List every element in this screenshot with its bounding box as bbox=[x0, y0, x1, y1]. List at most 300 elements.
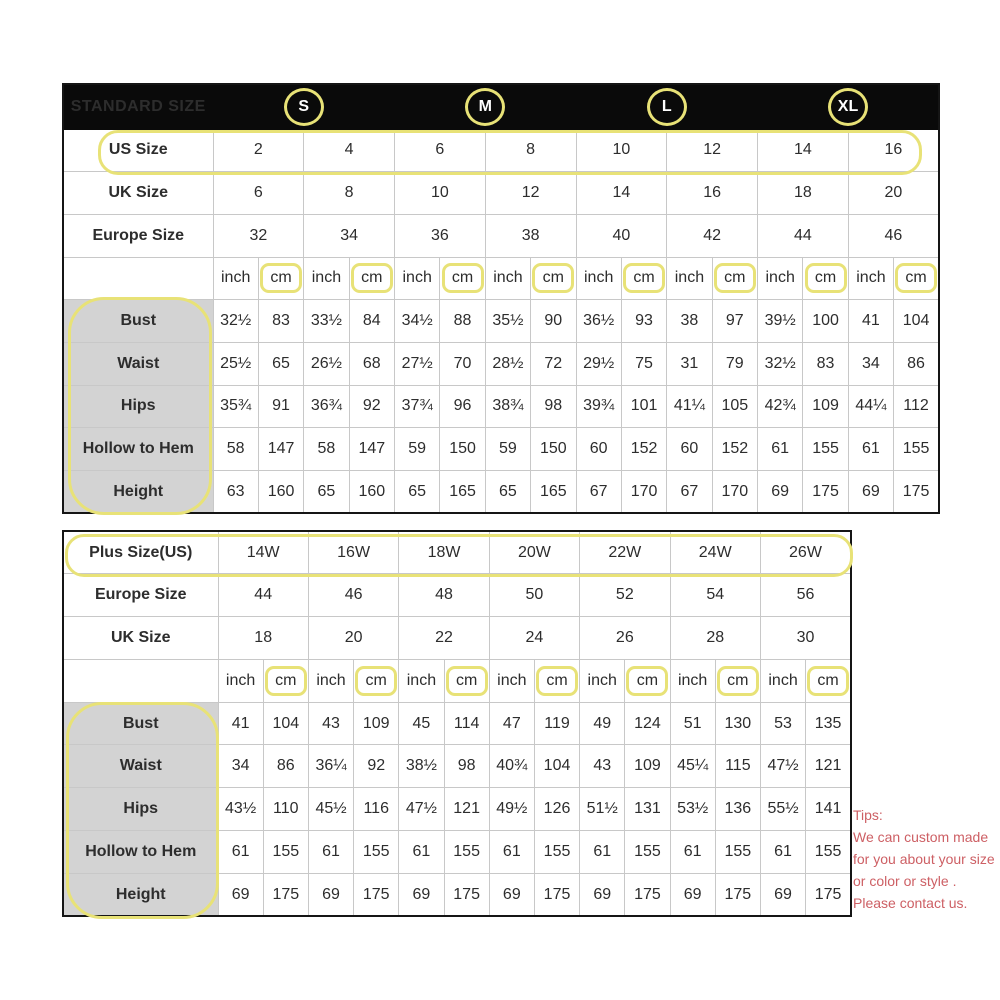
unit-cell bbox=[715, 659, 760, 702]
size-value-cell: 54 bbox=[670, 574, 760, 617]
standard-size-table-mount bbox=[62, 83, 940, 514]
size-value-cell: 12 bbox=[485, 172, 576, 215]
table-header-row bbox=[63, 84, 939, 129]
measure-value-cell: 104 bbox=[894, 300, 939, 343]
measure-value-cell: 175 bbox=[894, 471, 939, 514]
cm-unit-label: cm bbox=[532, 263, 574, 293]
measure-value-cell: 61 bbox=[218, 831, 263, 874]
measure-value-cell: 175 bbox=[806, 873, 851, 916]
measure-value-cell: 39¾ bbox=[576, 385, 621, 428]
unit-cell bbox=[576, 257, 621, 300]
size-value-cell: 16W bbox=[308, 531, 398, 574]
size-value-cell: 48 bbox=[399, 574, 489, 617]
measure-value-cell: 36¾ bbox=[304, 385, 349, 428]
plus-size-table-wrap bbox=[62, 530, 852, 917]
measure-value-cell: 43½ bbox=[218, 788, 263, 831]
inch-unit-label: inch bbox=[221, 269, 251, 287]
unit-cell bbox=[758, 257, 803, 300]
inch-unit-label: inch bbox=[497, 671, 527, 689]
size-value-cell: 36 bbox=[395, 214, 486, 257]
measure-value-cell: 38½ bbox=[399, 745, 444, 788]
measure-value-cell: 83 bbox=[803, 342, 848, 385]
tips-title: Tips: bbox=[853, 807, 883, 823]
unit-cell bbox=[894, 257, 939, 300]
measure-value-cell: 47½ bbox=[760, 745, 805, 788]
measure-value-cell: 155 bbox=[444, 831, 489, 874]
measure-value-cell: 136 bbox=[715, 788, 760, 831]
measure-value-cell: 93 bbox=[621, 300, 666, 343]
measure-value-cell: 72 bbox=[531, 342, 576, 385]
measure-value-cell: 37¾ bbox=[395, 385, 440, 428]
measure-value-cell: 155 bbox=[625, 831, 670, 874]
measure-value-cell: 32½ bbox=[758, 342, 803, 385]
size-value-cell: 26 bbox=[580, 617, 670, 660]
measure-value-cell: 155 bbox=[894, 428, 939, 471]
unit-cell bbox=[308, 659, 353, 702]
inch-unit-label: inch bbox=[584, 269, 614, 287]
size-value-cell: 18 bbox=[218, 617, 308, 660]
size-group-m-circle: M bbox=[465, 88, 505, 126]
measure-value-cell: 34 bbox=[218, 745, 263, 788]
measure-value-cell: 51 bbox=[670, 702, 715, 745]
unit-cell bbox=[621, 257, 666, 300]
unit-cell bbox=[395, 257, 440, 300]
measure-row bbox=[63, 831, 851, 874]
cm-unit-label: cm bbox=[260, 263, 302, 293]
measure-value-cell: 155 bbox=[534, 831, 579, 874]
measure-value-cell: 109 bbox=[354, 702, 399, 745]
measure-label: Hips bbox=[63, 788, 218, 831]
size-value-cell: 14 bbox=[576, 172, 667, 215]
measure-value-cell: 60 bbox=[667, 428, 712, 471]
measure-row bbox=[63, 702, 851, 745]
measure-value-cell: 61 bbox=[670, 831, 715, 874]
tips-line: for you about your size bbox=[853, 851, 995, 867]
standard-size-table bbox=[62, 83, 940, 514]
measure-value-cell: 170 bbox=[621, 471, 666, 514]
measure-value-cell: 131 bbox=[625, 788, 670, 831]
measure-value-cell: 41¼ bbox=[667, 385, 712, 428]
measure-value-cell: 124 bbox=[625, 702, 670, 745]
size-value-cell: 8 bbox=[485, 129, 576, 172]
measure-value-cell: 36¼ bbox=[308, 745, 353, 788]
measure-value-cell: 68 bbox=[349, 342, 394, 385]
measure-value-cell: 53½ bbox=[670, 788, 715, 831]
measure-value-cell: 69 bbox=[848, 471, 893, 514]
row-label: UK Size bbox=[63, 172, 213, 215]
measure-row bbox=[63, 873, 851, 916]
measure-value-cell: 109 bbox=[625, 745, 670, 788]
tips-line: We can custom made bbox=[853, 829, 989, 845]
unit-cell bbox=[806, 659, 851, 702]
unit-cell bbox=[848, 257, 893, 300]
inch-unit-label: inch bbox=[856, 269, 886, 287]
measure-value-cell: 69 bbox=[308, 873, 353, 916]
measure-value-cell: 51½ bbox=[580, 788, 625, 831]
inch-unit-label: inch bbox=[311, 269, 342, 287]
measure-value-cell: 26½ bbox=[304, 342, 349, 385]
size-value-cell: 46 bbox=[848, 214, 939, 257]
size-value-cell: 10 bbox=[395, 172, 486, 215]
measure-value-cell: 43 bbox=[308, 702, 353, 745]
cm-unit-label: cm bbox=[351, 263, 393, 293]
size-value-cell: 6 bbox=[213, 172, 304, 215]
measure-value-cell: 38¾ bbox=[485, 385, 530, 428]
unit-cell bbox=[489, 659, 534, 702]
measure-value-cell: 83 bbox=[258, 300, 303, 343]
measure-value-cell: 69 bbox=[489, 873, 534, 916]
cm-unit-label: cm bbox=[442, 263, 484, 293]
cm-unit-label: cm bbox=[895, 263, 937, 293]
measure-value-cell: 86 bbox=[894, 342, 939, 385]
unit-cell bbox=[349, 257, 394, 300]
measure-value-cell: 67 bbox=[667, 471, 712, 514]
size-value-cell: 32 bbox=[213, 214, 304, 257]
measure-value-cell: 53 bbox=[760, 702, 805, 745]
measure-value-cell: 135 bbox=[806, 702, 851, 745]
size-value-cell: 18W bbox=[399, 531, 489, 574]
measure-value-cell: 47½ bbox=[399, 788, 444, 831]
unit-cell bbox=[263, 659, 308, 702]
measure-value-cell: 170 bbox=[712, 471, 757, 514]
size-value-cell: 22W bbox=[580, 531, 670, 574]
measure-value-cell: 98 bbox=[531, 385, 576, 428]
measure-value-cell: 69 bbox=[760, 873, 805, 916]
measure-value-cell: 155 bbox=[803, 428, 848, 471]
size-value-cell: 28 bbox=[670, 617, 760, 660]
measure-value-cell: 55½ bbox=[760, 788, 805, 831]
row-label: US Size bbox=[63, 129, 213, 172]
measure-row bbox=[63, 300, 939, 343]
measure-value-cell: 155 bbox=[806, 831, 851, 874]
measure-value-cell: 61 bbox=[848, 428, 893, 471]
cm-unit-label: cm bbox=[714, 263, 756, 293]
measure-value-cell: 160 bbox=[349, 471, 394, 514]
measure-row bbox=[63, 342, 939, 385]
measure-value-cell: 175 bbox=[354, 873, 399, 916]
size-value-cell: 16 bbox=[848, 129, 939, 172]
measure-value-cell: 160 bbox=[258, 471, 303, 514]
measure-value-cell: 110 bbox=[263, 788, 308, 831]
size-value-cell: 40 bbox=[576, 214, 667, 257]
cm-unit-label: cm bbox=[265, 666, 307, 696]
row-label: UK Size bbox=[63, 617, 218, 660]
measure-value-cell: 165 bbox=[531, 471, 576, 514]
measure-row bbox=[63, 788, 851, 831]
measure-value-cell: 65 bbox=[485, 471, 530, 514]
measure-value-cell: 92 bbox=[349, 385, 394, 428]
measure-value-cell: 49 bbox=[580, 702, 625, 745]
measure-value-cell: 61 bbox=[760, 831, 805, 874]
size-value-cell: 38 bbox=[485, 214, 576, 257]
measure-label: Waist bbox=[63, 745, 218, 788]
size-group-cell bbox=[395, 84, 577, 129]
unit-cell bbox=[760, 659, 805, 702]
measure-row bbox=[63, 428, 939, 471]
standard-size-table-wrap bbox=[62, 83, 940, 514]
measure-value-cell: 61 bbox=[580, 831, 625, 874]
inch-unit-label: inch bbox=[225, 671, 256, 689]
unit-cell bbox=[803, 257, 848, 300]
measure-value-cell: 69 bbox=[670, 873, 715, 916]
size-row bbox=[63, 531, 851, 574]
size-row bbox=[63, 574, 851, 617]
unit-cell bbox=[258, 257, 303, 300]
measure-value-cell: 119 bbox=[534, 702, 579, 745]
measure-value-cell: 38 bbox=[667, 300, 712, 343]
measure-value-cell: 90 bbox=[531, 300, 576, 343]
size-group-l-circle: L bbox=[647, 88, 687, 126]
measure-value-cell: 69 bbox=[580, 873, 625, 916]
cm-unit-label: cm bbox=[446, 666, 488, 696]
measure-value-cell: 155 bbox=[715, 831, 760, 874]
measure-value-cell: 109 bbox=[803, 385, 848, 428]
units-row bbox=[63, 659, 851, 702]
measure-label: Bust bbox=[63, 300, 213, 343]
measure-value-cell: 41 bbox=[218, 702, 263, 745]
measure-value-cell: 84 bbox=[349, 300, 394, 343]
measure-value-cell: 41 bbox=[848, 300, 893, 343]
inch-unit-label: inch bbox=[677, 671, 708, 689]
measure-value-cell: 29½ bbox=[576, 342, 621, 385]
unit-cell bbox=[534, 659, 579, 702]
size-value-cell: 44 bbox=[218, 574, 308, 617]
measure-value-cell: 152 bbox=[621, 428, 666, 471]
measure-value-cell: 32½ bbox=[213, 300, 258, 343]
measure-value-cell: 61 bbox=[399, 831, 444, 874]
unit-cell bbox=[304, 257, 349, 300]
measure-label: Waist bbox=[63, 342, 213, 385]
tips-note bbox=[853, 804, 1000, 914]
measure-value-cell: 175 bbox=[715, 873, 760, 916]
measure-value-cell: 61 bbox=[308, 831, 353, 874]
measure-value-cell: 150 bbox=[531, 428, 576, 471]
size-group-cell bbox=[576, 84, 758, 129]
measure-value-cell: 98 bbox=[444, 745, 489, 788]
size-value-cell: 10 bbox=[576, 129, 667, 172]
measure-value-cell: 39½ bbox=[758, 300, 803, 343]
measure-value-cell: 34½ bbox=[395, 300, 440, 343]
measure-row bbox=[63, 385, 939, 428]
size-value-cell: 20 bbox=[848, 172, 939, 215]
size-value-cell: 20 bbox=[308, 617, 398, 660]
inch-unit-label: inch bbox=[674, 269, 705, 287]
measure-value-cell: 25½ bbox=[213, 342, 258, 385]
inch-unit-label: inch bbox=[316, 671, 346, 689]
measure-value-cell: 45½ bbox=[308, 788, 353, 831]
measure-value-cell: 34 bbox=[848, 342, 893, 385]
size-value-cell: 12 bbox=[667, 129, 758, 172]
size-value-cell: 6 bbox=[395, 129, 486, 172]
measure-value-cell: 45¼ bbox=[670, 745, 715, 788]
measure-value-cell: 141 bbox=[806, 788, 851, 831]
unit-cell bbox=[485, 257, 530, 300]
measure-value-cell: 69 bbox=[399, 873, 444, 916]
size-value-cell: 56 bbox=[760, 574, 851, 617]
measure-value-cell: 105 bbox=[712, 385, 757, 428]
measure-label: Hollow to Hem bbox=[63, 428, 213, 471]
measure-value-cell: 79 bbox=[712, 342, 757, 385]
unit-cell bbox=[580, 659, 625, 702]
row-label: Plus Size(US) bbox=[63, 531, 218, 574]
measure-value-cell: 45 bbox=[399, 702, 444, 745]
row-label: Europe Size bbox=[63, 214, 213, 257]
size-value-cell: 42 bbox=[667, 214, 758, 257]
measure-value-cell: 43 bbox=[580, 745, 625, 788]
size-value-cell: 2 bbox=[213, 129, 304, 172]
measure-value-cell: 65 bbox=[258, 342, 303, 385]
size-value-cell: 22 bbox=[399, 617, 489, 660]
inch-unit-label: inch bbox=[587, 671, 617, 689]
plus-size-table bbox=[62, 530, 852, 917]
size-value-cell: 30 bbox=[760, 617, 851, 660]
measure-value-cell: 63 bbox=[213, 471, 258, 514]
measure-value-cell: 155 bbox=[354, 831, 399, 874]
cm-unit-label: cm bbox=[626, 666, 668, 696]
measure-value-cell: 152 bbox=[712, 428, 757, 471]
measure-value-cell: 35½ bbox=[485, 300, 530, 343]
units-row-label bbox=[63, 257, 213, 300]
measure-value-cell: 155 bbox=[263, 831, 308, 874]
size-value-cell: 4 bbox=[304, 129, 395, 172]
size-value-cell: 16 bbox=[667, 172, 758, 215]
unit-cell bbox=[531, 257, 576, 300]
measure-value-cell: 58 bbox=[304, 428, 349, 471]
measure-value-cell: 44¼ bbox=[848, 385, 893, 428]
tips-line: or color or style . bbox=[853, 873, 957, 889]
size-value-cell: 20W bbox=[489, 531, 579, 574]
size-value-cell: 34 bbox=[304, 214, 395, 257]
measure-label: Height bbox=[63, 471, 213, 514]
size-group-cell bbox=[758, 84, 940, 129]
measure-value-cell: 130 bbox=[715, 702, 760, 745]
unit-cell bbox=[712, 257, 757, 300]
measure-value-cell: 36½ bbox=[576, 300, 621, 343]
size-value-cell: 14W bbox=[218, 531, 308, 574]
inch-unit-label: inch bbox=[402, 269, 432, 287]
measure-value-cell: 147 bbox=[258, 428, 303, 471]
unit-cell bbox=[399, 659, 444, 702]
measure-value-cell: 61 bbox=[758, 428, 803, 471]
size-value-cell: 46 bbox=[308, 574, 398, 617]
plus-size-table-mount bbox=[62, 530, 852, 917]
size-value-cell: 26W bbox=[760, 531, 851, 574]
measure-value-cell: 100 bbox=[803, 300, 848, 343]
row-label: Europe Size bbox=[63, 574, 218, 617]
unit-cell bbox=[625, 659, 670, 702]
table-title: STANDARD SIZE bbox=[63, 84, 213, 129]
measure-value-cell: 69 bbox=[758, 471, 803, 514]
measure-value-cell: 35¾ bbox=[213, 385, 258, 428]
size-row bbox=[63, 617, 851, 660]
measure-value-cell: 175 bbox=[625, 873, 670, 916]
unit-cell bbox=[444, 659, 489, 702]
measure-value-cell: 175 bbox=[263, 873, 308, 916]
measure-value-cell: 175 bbox=[534, 873, 579, 916]
measure-value-cell: 49½ bbox=[489, 788, 534, 831]
measure-value-cell: 116 bbox=[354, 788, 399, 831]
size-value-cell: 50 bbox=[489, 574, 579, 617]
measure-value-cell: 86 bbox=[263, 745, 308, 788]
measure-value-cell: 104 bbox=[263, 702, 308, 745]
size-row bbox=[63, 129, 939, 172]
measure-value-cell: 28½ bbox=[485, 342, 530, 385]
cm-unit-label: cm bbox=[717, 666, 759, 696]
unit-cell bbox=[667, 257, 712, 300]
measure-value-cell: 150 bbox=[440, 428, 485, 471]
size-value-cell: 14 bbox=[758, 129, 849, 172]
cm-unit-label: cm bbox=[805, 263, 847, 293]
size-row bbox=[63, 214, 939, 257]
size-value-cell: 8 bbox=[304, 172, 395, 215]
size-value-cell: 24W bbox=[670, 531, 760, 574]
measure-value-cell: 121 bbox=[806, 745, 851, 788]
inch-unit-label: inch bbox=[768, 671, 798, 689]
measure-value-cell: 91 bbox=[258, 385, 303, 428]
measure-value-cell: 101 bbox=[621, 385, 666, 428]
unit-cell bbox=[670, 659, 715, 702]
units-row-label bbox=[63, 659, 218, 702]
size-value-cell: 18 bbox=[758, 172, 849, 215]
inch-unit-label: inch bbox=[493, 269, 523, 287]
size-value-cell: 44 bbox=[758, 214, 849, 257]
unit-cell bbox=[354, 659, 399, 702]
measure-value-cell: 175 bbox=[444, 873, 489, 916]
size-group-s-circle: S bbox=[284, 88, 324, 126]
size-group-xl-circle: XL bbox=[828, 88, 868, 126]
cm-unit-label: cm bbox=[536, 666, 578, 696]
measure-value-cell: 165 bbox=[440, 471, 485, 514]
measure-label: Hips bbox=[63, 385, 213, 428]
measure-value-cell: 65 bbox=[395, 471, 440, 514]
measure-row bbox=[63, 745, 851, 788]
measure-value-cell: 40¾ bbox=[489, 745, 534, 788]
cm-unit-label: cm bbox=[355, 666, 397, 696]
size-value-cell: 24 bbox=[489, 617, 579, 660]
measure-value-cell: 92 bbox=[354, 745, 399, 788]
unit-cell bbox=[440, 257, 485, 300]
measure-row bbox=[63, 471, 939, 514]
measure-value-cell: 175 bbox=[803, 471, 848, 514]
measure-label: Height bbox=[63, 873, 218, 916]
measure-value-cell: 69 bbox=[218, 873, 263, 916]
units-row bbox=[63, 257, 939, 300]
cm-unit-label: cm bbox=[623, 263, 665, 293]
measure-value-cell: 112 bbox=[894, 385, 939, 428]
cm-unit-label: cm bbox=[807, 666, 849, 696]
measure-value-cell: 59 bbox=[395, 428, 440, 471]
measure-value-cell: 58 bbox=[213, 428, 258, 471]
measure-value-cell: 60 bbox=[576, 428, 621, 471]
measure-value-cell: 70 bbox=[440, 342, 485, 385]
unit-cell bbox=[213, 257, 258, 300]
unit-cell bbox=[218, 659, 263, 702]
measure-value-cell: 88 bbox=[440, 300, 485, 343]
measure-label: Bust bbox=[63, 702, 218, 745]
measure-value-cell: 121 bbox=[444, 788, 489, 831]
measure-value-cell: 33½ bbox=[304, 300, 349, 343]
measure-value-cell: 47 bbox=[489, 702, 534, 745]
inch-unit-label: inch bbox=[406, 671, 437, 689]
measure-value-cell: 104 bbox=[534, 745, 579, 788]
measure-value-cell: 42¾ bbox=[758, 385, 803, 428]
measure-value-cell: 75 bbox=[621, 342, 666, 385]
measure-value-cell: 59 bbox=[485, 428, 530, 471]
measure-value-cell: 97 bbox=[712, 300, 757, 343]
measure-value-cell: 65 bbox=[304, 471, 349, 514]
size-group-cell bbox=[213, 84, 395, 129]
measure-value-cell: 96 bbox=[440, 385, 485, 428]
